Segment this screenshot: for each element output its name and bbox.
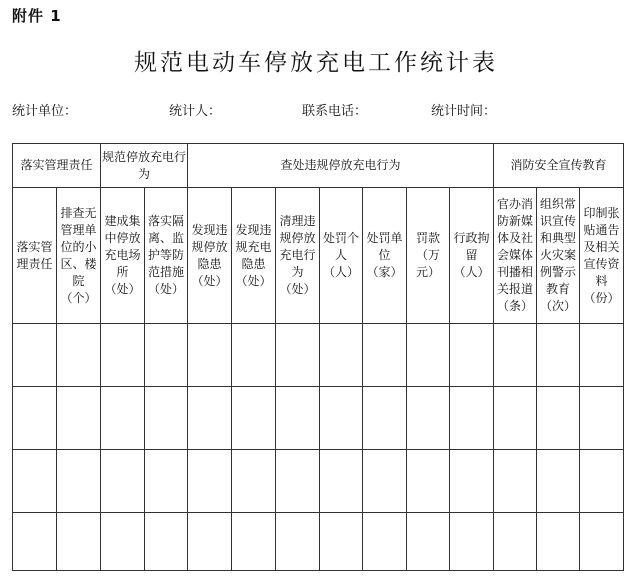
column-header: 处罚个人（人）	[320, 188, 363, 324]
table-cell[interactable]	[407, 324, 450, 387]
table-cell[interactable]	[101, 324, 145, 387]
column-header: 罚款（万元）	[407, 188, 450, 324]
page-title: 规范电动车停放充电工作统计表	[134, 50, 498, 76]
column-header: 落实管理责任	[13, 188, 57, 324]
group-header-violations: 查处违规停放充电行为	[188, 144, 494, 188]
column-header: 处罚单位（家）	[363, 188, 407, 324]
group-header-row	[13, 144, 624, 188]
table-cell[interactable]	[101, 513, 145, 571]
table-cell[interactable]	[57, 324, 101, 387]
column-header: 清理违规停放充电行为（处）	[276, 188, 320, 324]
table-cell[interactable]	[276, 513, 320, 571]
table-cell[interactable]	[276, 387, 320, 450]
column-header: 印制张贴通告及相关宣传资料（份）	[580, 188, 624, 324]
table-cell[interactable]	[232, 387, 276, 450]
group-header-management: 落实管理责任	[13, 144, 101, 188]
table-cell[interactable]	[57, 387, 101, 450]
table-cell[interactable]	[145, 324, 188, 387]
table-cell[interactable]	[232, 513, 276, 571]
table-cell[interactable]	[450, 387, 494, 450]
statistics-table	[12, 143, 624, 571]
table-cell[interactable]	[494, 513, 537, 571]
table-cell[interactable]	[494, 387, 537, 450]
table-cell[interactable]	[537, 450, 580, 513]
table-row	[13, 324, 624, 387]
table-cell[interactable]	[320, 324, 363, 387]
table-cell[interactable]	[13, 450, 57, 513]
column-header: 发现违规充电隐患（处）	[232, 188, 276, 324]
table-cell[interactable]	[580, 387, 624, 450]
group-header-parking: 规范停放充电行为	[101, 144, 188, 188]
table-cell[interactable]	[580, 513, 624, 571]
table-cell[interactable]	[57, 513, 101, 571]
table-cell[interactable]	[494, 450, 537, 513]
table-cell[interactable]	[101, 450, 145, 513]
table-cell[interactable]	[494, 324, 537, 387]
column-header: 落实隔离、监护等防范措施（处）	[145, 188, 188, 324]
table-cell[interactable]	[450, 450, 494, 513]
table-cell[interactable]	[188, 387, 232, 450]
table-cell[interactable]	[363, 387, 407, 450]
column-header: 组织常识宣传和典型火灾案例警示教育（次）	[537, 188, 580, 324]
column-header-row	[13, 188, 624, 324]
table-cell[interactable]	[13, 387, 57, 450]
table-cell[interactable]	[145, 387, 188, 450]
table-cell[interactable]	[363, 513, 407, 571]
table-row	[13, 387, 624, 450]
table-cell[interactable]	[13, 324, 57, 387]
table-cell[interactable]	[407, 513, 450, 571]
meta-person: 统计人：	[169, 104, 222, 119]
table-cell[interactable]	[407, 387, 450, 450]
table-cell[interactable]	[450, 513, 494, 571]
table-cell[interactable]	[13, 513, 57, 571]
table-cell[interactable]	[363, 324, 407, 387]
table-cell[interactable]	[188, 513, 232, 571]
column-header: 排查无管理单位的小区、楼院（个）	[57, 188, 101, 324]
table-cell[interactable]	[276, 324, 320, 387]
table-row	[13, 513, 624, 571]
table-cell[interactable]	[232, 324, 276, 387]
column-header: 行政拘留（人）	[450, 188, 494, 324]
table-cell[interactable]	[450, 324, 494, 387]
meta-unit: 统计单位：	[12, 104, 78, 119]
table-cell[interactable]	[276, 450, 320, 513]
table-cell[interactable]	[57, 450, 101, 513]
table-cell[interactable]	[580, 450, 624, 513]
table-cell[interactable]	[580, 324, 624, 387]
table-cell[interactable]	[145, 450, 188, 513]
table-cell[interactable]	[407, 450, 450, 513]
column-header: 建成集中停放充电场所（处）	[101, 188, 145, 324]
column-header: 官办消防新媒体及社会媒体刊播相关报道（条）	[494, 188, 537, 324]
table-cell[interactable]	[537, 513, 580, 571]
table-cell[interactable]	[537, 324, 580, 387]
table-cell[interactable]	[363, 450, 407, 513]
table-cell[interactable]	[101, 387, 145, 450]
table-cell[interactable]	[188, 450, 232, 513]
table-cell[interactable]	[188, 324, 232, 387]
table-cell[interactable]	[320, 387, 363, 450]
table-row	[13, 450, 624, 513]
group-header-education: 消防安全宣传教育	[494, 144, 624, 188]
table-cell[interactable]	[145, 513, 188, 571]
meta-time: 统计时间：	[431, 104, 497, 119]
attachment-label: 附件 1	[12, 7, 62, 25]
table-cell[interactable]	[320, 513, 363, 571]
column-header: 发现违规停放隐患（处）	[188, 188, 232, 324]
table-cell[interactable]	[320, 450, 363, 513]
table-cell[interactable]	[537, 387, 580, 450]
table-cell[interactable]	[232, 450, 276, 513]
meta-phone: 联系电话：	[302, 104, 368, 119]
